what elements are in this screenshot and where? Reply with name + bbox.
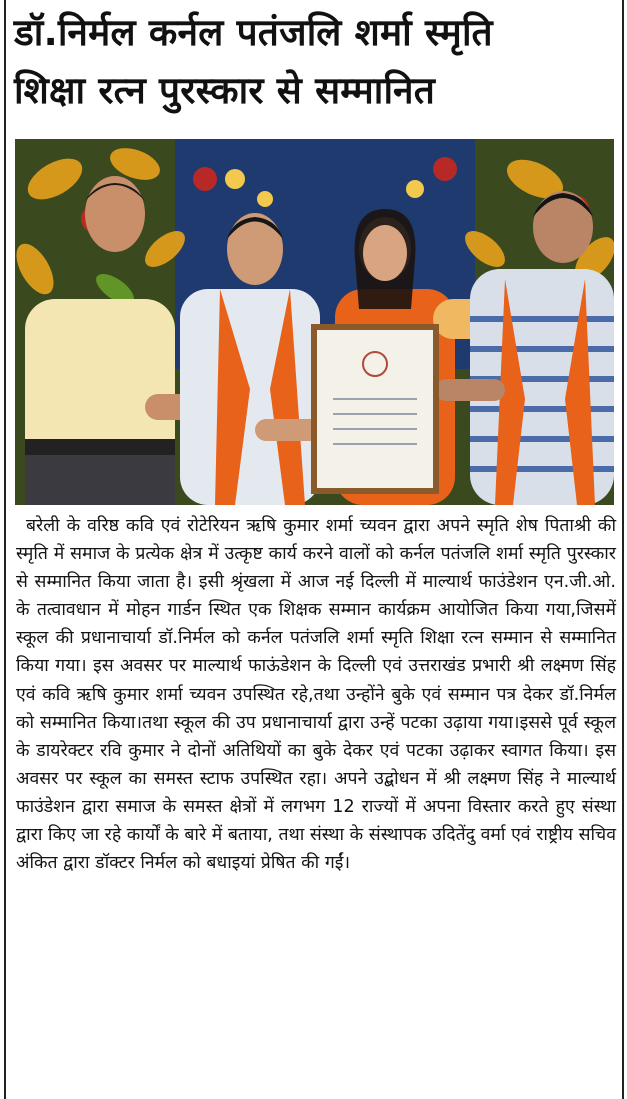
award-ceremony-photo — [15, 139, 614, 505]
article-body: बरेली के वरिष्ठ कवि एवं रोटेरियन ऋषि कुमार शर्मा च्यवन द्वारा अपने स्मृति शेष पिताश्री की स्मृति में समाज के प्रत्येक क्षेत्र में उत्कृष्ट कार्य करने वालों को कर्नल पतंजलि शर्मा स्मृति पुरस्कार से सम्मानित किया जाता है। इसी श्रृंखला में आज नई दिल्ली में माल्यार्थ फाउंडेशन एन.जी.ओ. के तत्वावधान में मोहन गार्डन स्थित एक शिक्षक सम्मान कार्यक्रम आयोजित किया गया,जिसमें स्कूल की प्रधानाचार्या डॉ.निर्मल को कर्नल पतंजलि शर्मा स्मृति शिक्षा रत्न सम्मान से सम्मानित किया गया। इस अवसर पर माल्यार्थ फाऊंडेशन के दिल्ली एवं उत्तराखंड प्रभारी श्री लक्ष्मण सिंह एवं कवि ऋषि कुमार शर्मा च्यवन उपस्थित रहे,तथा उन्होंने बुके एवं सम्मान पत्र देकर डॉ.निर्मल को सम्मानित किया।तथा स्कूल की उप प्रधानाचार्या द्वारा उन्हें पटका उढ़ाया गया।इससे पूर्व स्कूल के डायरेक्टर रवि कुमार ने दोनों अतिथियों का बुके देकर एवं पटका उढ़ाकर स्वागत किया। इस अवसर पर स्कूल का समस्त स्टाफ उपस्थित रहा। अपने उद्बोधन में श्री लक्ष्मण सिंह ने माल्यार्थ फाउंडेशन द्वारा समाज के समस्त क्षेत्रों में लगभग 12 राज्यों में अपना विस्तार करते हुए संस्था द्वारा किए जा रहे कार्यों के बारे में बताया, तथा संस्था के संस्थापक उदितेंदु वर्मा एवं राष्ट्रीय सचिव अंकित द्वारा डॉक्टर निर्मल को बधाइयां प्रेषित की गईं। — [16, 516, 616, 874]
headline — [14, 4, 614, 120]
headline-line-1: डॉ.निर्मल कर्नल पतंजलि शर्मा स्मृति — [14, 11, 493, 54]
headline-line-2: शिक्षा रत्न पुरस्कार से सम्मानित — [14, 69, 436, 112]
